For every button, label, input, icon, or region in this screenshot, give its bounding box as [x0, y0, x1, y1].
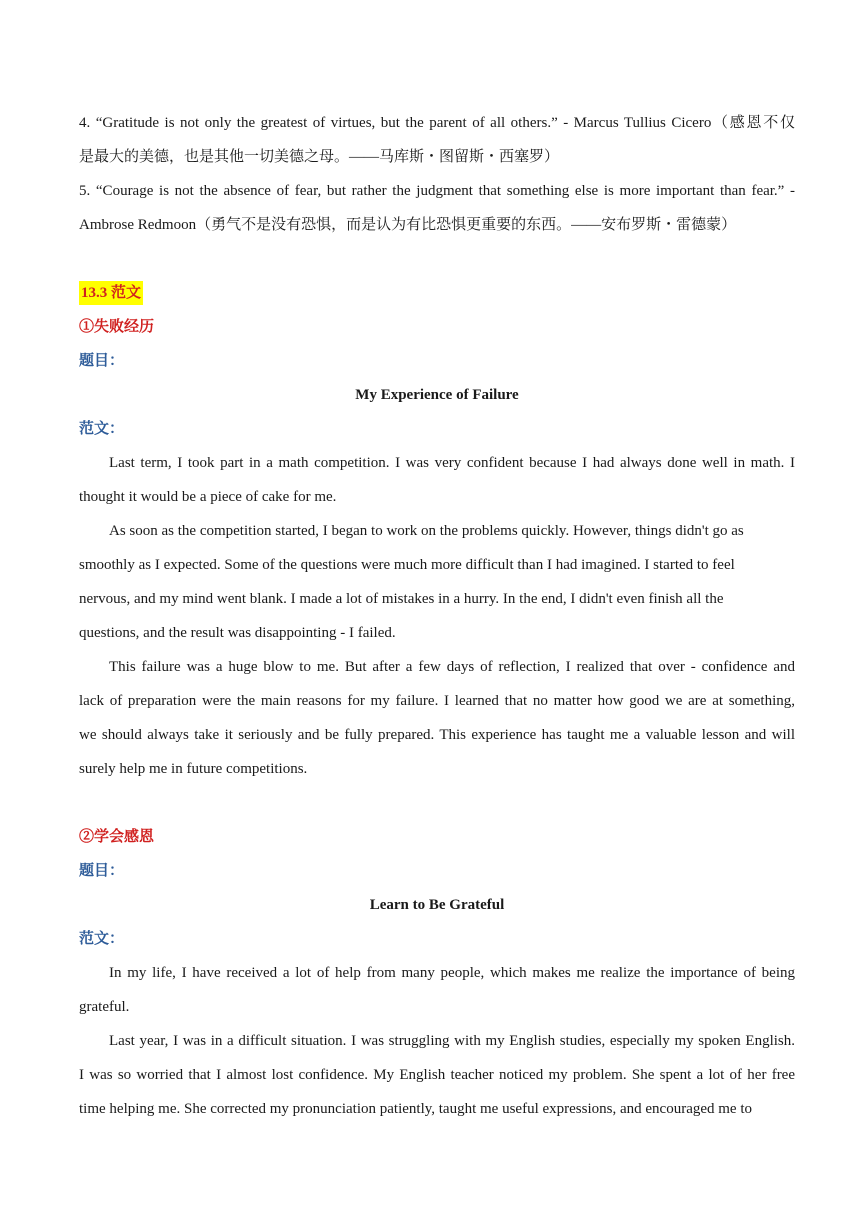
paragraph-line: Last term, I took part in a math competition. I was very confident because I had always done well in math. I — [109, 455, 795, 471]
paragraph-line: As soon as the competition started, I began to work on the problems quickly. However, things didn't go as — [109, 523, 744, 539]
essay-number-label: ②学会感恩 — [79, 829, 155, 845]
paragraph-line: I was so worried that I almost lost confidence. My English teacher noticed my problem. She spent a lot of her free — [79, 1067, 795, 1083]
paragraph-line: we should always take it seriously and be fully prepared. This experience has taught me a valuable lesson and will — [79, 727, 795, 743]
document-page — [79, 106, 795, 1126]
sample-label: 范文： — [79, 931, 125, 947]
paragraph-line: This failure was a huge blow to me. But after a few days of reflection, I realized that over - confidence and — [109, 659, 795, 675]
essay-number-label: ①失败经历 — [79, 319, 155, 335]
quote-5 — [79, 174, 795, 242]
quote-line: Ambrose Redmoon（勇气不是没有恐惧，而是认为有比恐惧更重要的东西。——安布罗斯・雷德蒙） — [79, 217, 737, 233]
essay-title: My Experience of Failure — [355, 387, 519, 403]
quote-line: 4. “Gratitude is not only the greatest of virtues, but the parent of all others.” - Marcus Tullius Cicero（感恩不仅 — [79, 115, 795, 131]
paragraph-line: thought it would be a piece of cake for me. — [79, 489, 337, 505]
paragraph — [79, 1024, 795, 1126]
paragraph — [79, 650, 795, 786]
paragraph-line: nervous, and my mind went blank. I made a lot of mistakes in a hurry. In the end, I didn't even finish all the — [79, 591, 724, 607]
essay-gratitude — [79, 820, 795, 1126]
section-heading: 13.3 范文 — [79, 281, 143, 305]
quote-4 — [79, 106, 795, 174]
paragraph-line: time helping me. She corrected my pronunciation patiently, taught me useful expressions, and encouraged me to — [79, 1101, 753, 1117]
paragraph — [79, 514, 795, 650]
topic-label: 题目： — [79, 353, 125, 369]
quote-line: 5. “Courage is not the absence of fear, but rather the judgment that something else is more important than fear.” - — [79, 183, 795, 199]
essay-title: Learn to Be Grateful — [369, 897, 505, 913]
essay-failure — [79, 310, 795, 786]
paragraph — [79, 446, 795, 514]
sample-label: 范文： — [79, 421, 125, 437]
spacer — [79, 242, 795, 276]
paragraph-line: surely help me in future competitions. — [79, 761, 308, 777]
section-heading-row — [79, 276, 795, 310]
paragraph-line: smoothly as I expected. Some of the questions were much more difficult than I had imagined. I started to feel — [79, 557, 735, 573]
spacer — [79, 786, 795, 820]
paragraph — [79, 956, 795, 1024]
paragraph-line: questions, and the result was disappointing - I failed. — [79, 625, 396, 641]
paragraph-line: Last year, I was in a difficult situation. I was struggling with my English studies, especially my spoken English. — [109, 1033, 795, 1049]
topic-label: 题目： — [79, 863, 125, 879]
paragraph-line: lack of preparation were the main reasons for my failure. I learned that no matter how good we are at something, — [79, 693, 795, 709]
paragraph-line: In my life, I have received a lot of help from many people, which makes me realize the importance of being — [109, 965, 795, 981]
quote-line: 是最大的美德，也是其他一切美德之母。——马库斯・图留斯・西塞罗） — [79, 149, 560, 165]
paragraph-line: grateful. — [79, 999, 130, 1015]
